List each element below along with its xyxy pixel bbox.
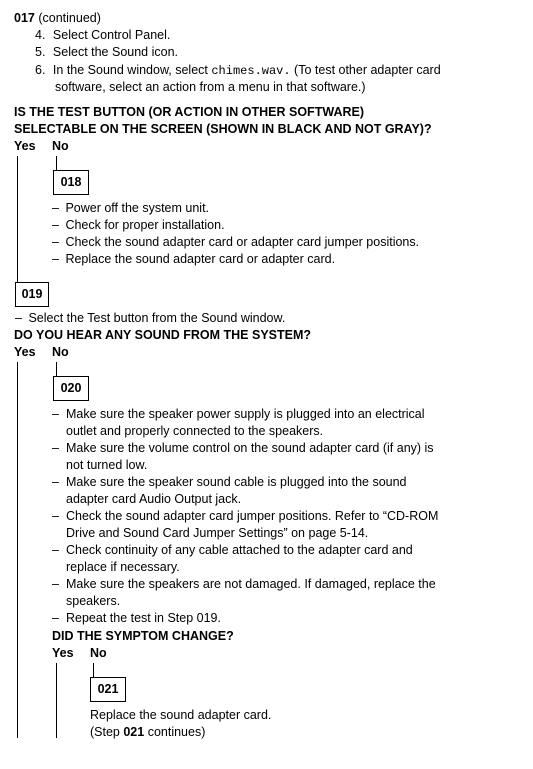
- step-020-line: [52, 457, 147, 473]
- item-text: Replace the sound adapter card or adapter card.: [65, 252, 336, 266]
- step-text: In the Sound window, select: [52, 63, 212, 77]
- cont-step-number: 021: [123, 725, 145, 739]
- step-019-box: 019: [15, 282, 49, 307]
- continued-label: (continued): [38, 11, 101, 25]
- step-020-line: [52, 474, 407, 490]
- dash-mark: –: [52, 407, 59, 421]
- yes-label-3: Yes: [52, 646, 74, 660]
- no-label-2: No: [52, 345, 69, 359]
- dash-mark: –: [52, 252, 59, 266]
- cont-pre: (Step: [90, 725, 124, 739]
- step-018-item: [52, 200, 209, 216]
- step-num: 5.: [35, 45, 46, 59]
- dash-mark: –: [52, 235, 59, 249]
- line-text: Make sure the speakers are not damaged. If damaged, replace the: [66, 577, 436, 591]
- step-017-header: [14, 10, 101, 26]
- step-num: 6.: [35, 63, 46, 77]
- yes-label-2: Yes: [14, 345, 36, 359]
- filename-code: chimes.wav.: [211, 64, 291, 78]
- question-1-line-1: IS THE TEST BUTTON (OR ACTION IN OTHER SOFTWARE): [14, 105, 364, 119]
- dash-mark: –: [52, 611, 59, 625]
- step-021-continuation: [90, 724, 205, 740]
- line-text: speakers.: [66, 594, 121, 608]
- line-text: adapter card Audio Output jack.: [66, 492, 242, 506]
- line-text: not turned low.: [66, 458, 148, 472]
- line-text: replace if necessary.: [66, 560, 180, 574]
- step-020-line: [52, 525, 368, 541]
- step-number: 017: [14, 11, 35, 25]
- line-text: Make sure the speaker power supply is plugged into an electrical: [66, 407, 425, 421]
- dash-mark: –: [52, 201, 59, 215]
- step-text-post: (To test other adapter card: [290, 63, 441, 77]
- item-text: Check for proper installation.: [65, 218, 225, 232]
- no-branch-line-2: [56, 362, 57, 376]
- step-021-box: 021: [90, 677, 126, 702]
- step-text: Select Control Panel.: [52, 28, 171, 42]
- question-2: DO YOU HEAR ANY SOUND FROM THE SYSTEM?: [14, 328, 312, 342]
- item-text: Power off the system unit.: [65, 201, 210, 215]
- step-018-item: [52, 234, 419, 250]
- step-4: [35, 27, 170, 43]
- line-text: Drive and Sound Card Jumper Settings” on page 5-14.: [66, 526, 369, 540]
- step-018-item: [52, 251, 335, 267]
- dash-mark: –: [15, 311, 22, 325]
- step-018-box: 018: [53, 170, 89, 195]
- no-label-3: No: [90, 646, 107, 660]
- step-020-line: [52, 406, 425, 422]
- item-text: Select the Test button from the Sound window.: [28, 311, 286, 325]
- step-6-continuation: software, select an action from a menu in that software.): [55, 80, 366, 94]
- dash-mark: –: [52, 441, 59, 455]
- yes-branch-line-2: [17, 362, 18, 738]
- step-num: 4.: [35, 28, 46, 42]
- step-019-item: [15, 310, 285, 326]
- step-020-line: [52, 508, 438, 524]
- step-020-line: [52, 423, 323, 439]
- no-branch-line-3: [93, 663, 94, 677]
- step-text: Select the Sound icon.: [52, 45, 179, 59]
- dash-mark: –: [52, 475, 59, 489]
- step-021-text: Replace the sound adapter card.: [90, 708, 272, 722]
- cont-post: continues): [144, 725, 206, 739]
- step-6: [35, 62, 441, 79]
- item-text: Check the sound adapter card or adapter card jumper positions.: [65, 235, 420, 249]
- no-label-1: No: [52, 139, 69, 153]
- step-020-line: [52, 491, 241, 507]
- question-1-line-2: SELECTABLE ON THE SCREEN (SHOWN IN BLACK AND NOT GRAY)?: [14, 122, 432, 136]
- step-020-line: [52, 610, 221, 626]
- dash-mark: –: [52, 218, 59, 232]
- dash-mark: –: [52, 509, 59, 523]
- step-020-line: [52, 576, 436, 592]
- yes-branch-line-3: [56, 663, 57, 738]
- step-018-item: [52, 217, 225, 233]
- step-020-box: 020: [53, 376, 89, 401]
- question-3: DID THE SYMPTOM CHANGE?: [52, 629, 234, 643]
- line-text: Check the sound adapter card jumper positions. Refer to “CD-ROM: [66, 509, 439, 523]
- line-text: Check continuity of any cable attached to the adapter card and: [66, 543, 413, 557]
- yes-label-1: Yes: [14, 139, 36, 153]
- dash-mark: –: [52, 543, 59, 557]
- no-branch-line-1: [56, 156, 57, 170]
- step-5: [35, 44, 178, 60]
- dash-mark: –: [52, 577, 59, 591]
- step-020-line: [52, 593, 120, 609]
- step-020-line: [52, 440, 434, 456]
- line-text: Make sure the volume control on the sound adapter card (if any) is: [66, 441, 434, 455]
- line-text: Make sure the speaker sound cable is plugged into the sound: [66, 475, 407, 489]
- line-text: outlet and properly connected to the speakers.: [66, 424, 324, 438]
- line-text: Repeat the test in Step 019.: [66, 611, 221, 625]
- step-020-line: [52, 559, 180, 575]
- step-020-line: [52, 542, 413, 558]
- yes-branch-line-1: [17, 156, 18, 283]
